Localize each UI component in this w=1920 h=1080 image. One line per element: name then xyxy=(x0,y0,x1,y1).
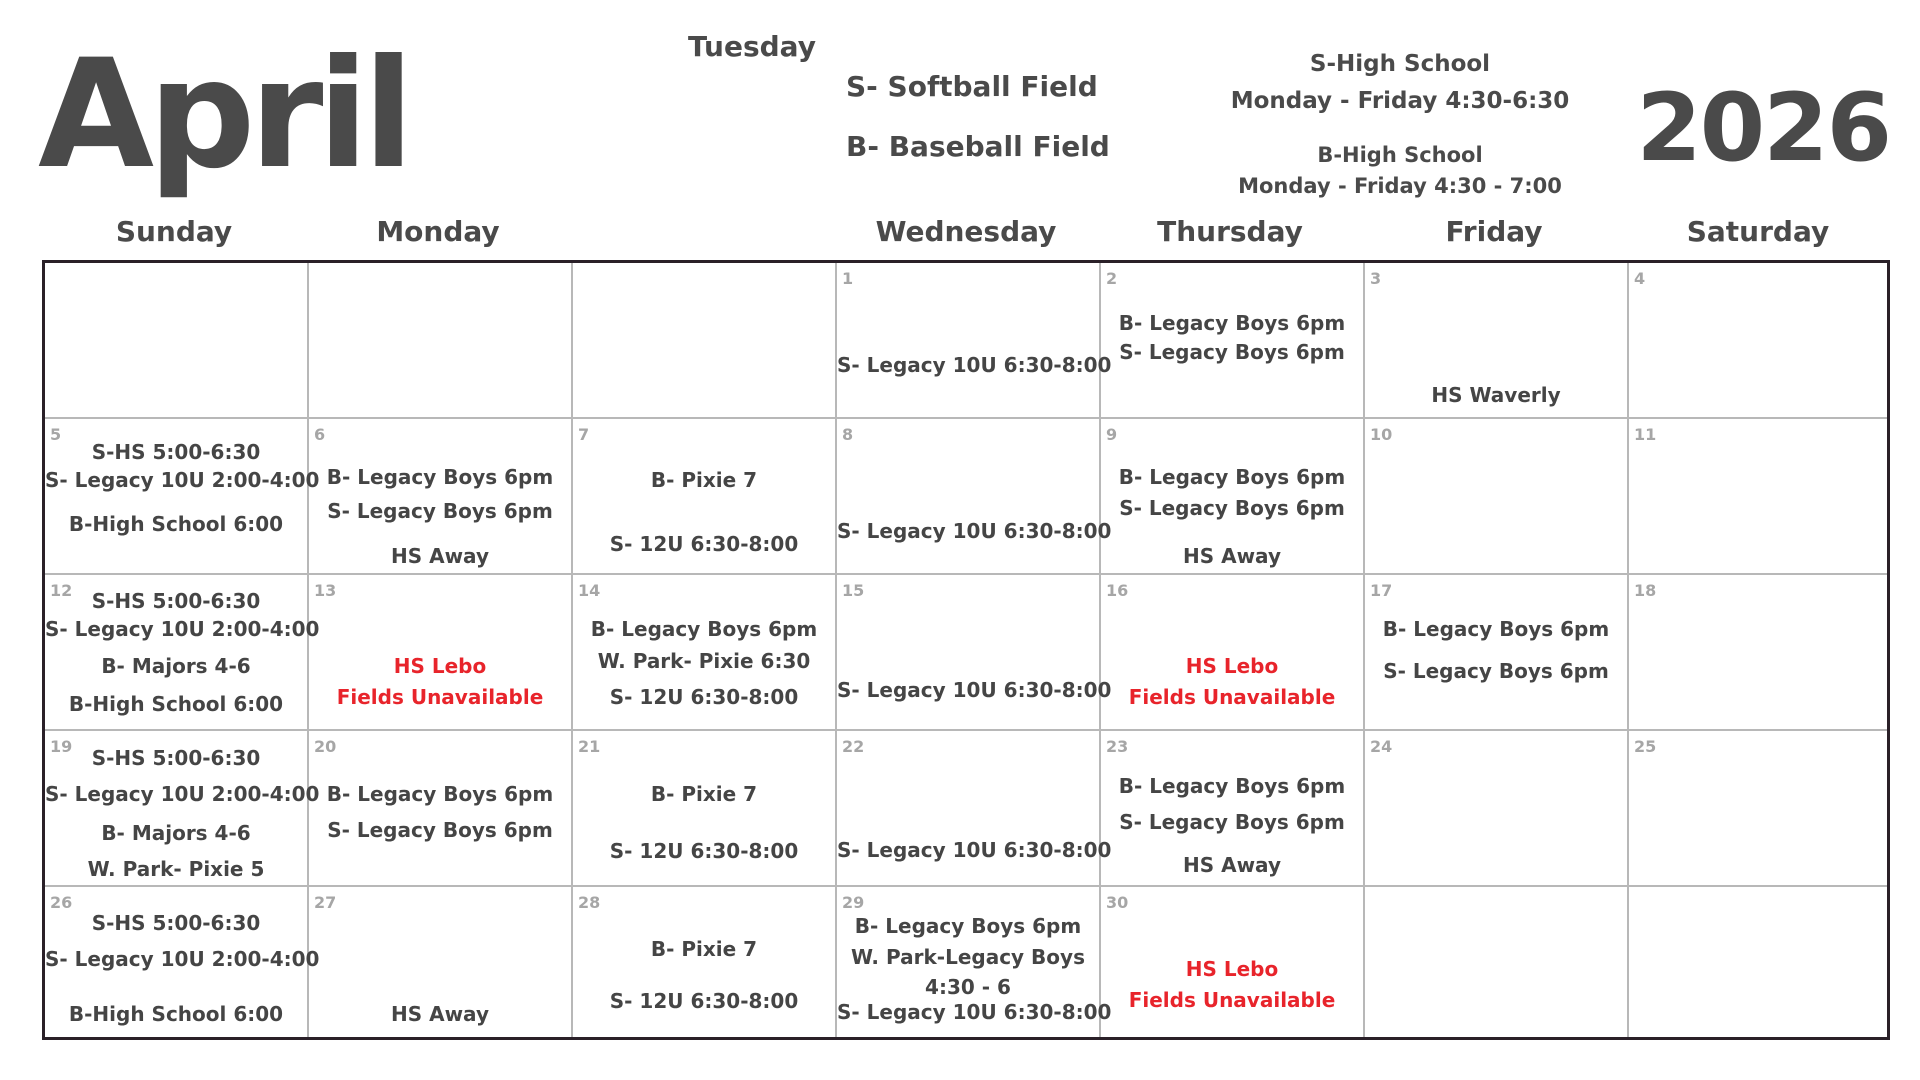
event-entry: S- Legacy 10U 2:00-4:00 xyxy=(45,947,320,971)
day-number: 18 xyxy=(1634,581,1657,600)
event-entry: S- 12U 6:30-8:00 xyxy=(609,685,799,709)
event-entry: B- Majors 4-6 xyxy=(101,821,251,845)
calendar-cell xyxy=(837,887,1112,1037)
calendar-cell xyxy=(45,419,320,575)
calendar-cell xyxy=(573,575,837,731)
calendar-cell xyxy=(1629,731,1887,887)
calendar-cell xyxy=(1629,419,1887,575)
event-entry: S- Legacy 10U 6:30-8:00 xyxy=(837,1000,1112,1024)
softball-hours xyxy=(1190,50,1610,116)
day-number: 3 xyxy=(1370,269,1382,288)
event-alert: HS Lebo xyxy=(393,654,487,678)
day-number: 15 xyxy=(842,581,865,600)
calendar-cell xyxy=(45,263,309,419)
day-number: 10 xyxy=(1370,425,1393,444)
calendar-cell xyxy=(45,575,320,731)
calendar-cell xyxy=(1365,887,1629,1037)
calendar-cell xyxy=(837,419,1112,575)
day-number: 9 xyxy=(1106,425,1118,444)
calendar-cell xyxy=(573,887,837,1037)
day-number: 24 xyxy=(1370,737,1393,756)
day-number: 23 xyxy=(1106,737,1129,756)
day-number: 7 xyxy=(578,425,590,444)
event-entry: B- Legacy Boys 6pm xyxy=(1118,465,1346,489)
event-entry: S- Legacy Boys 6pm xyxy=(1119,810,1345,834)
calendar-cell xyxy=(1629,887,1887,1037)
baseball-hours xyxy=(1190,142,1610,200)
event-entry: B-High School 6:00 xyxy=(68,692,284,716)
weekday-wednesday: Wednesday xyxy=(875,215,1057,248)
event-entry: 4:30 - 6 xyxy=(925,975,1011,999)
calendar-cell xyxy=(309,575,573,731)
calendar-cell xyxy=(837,575,1112,731)
calendar-cell xyxy=(1365,575,1629,731)
event-entry: B- Pixie 7 xyxy=(650,468,758,492)
calendar-cell xyxy=(309,263,573,419)
event-entry: B-High School 6:00 xyxy=(68,512,284,536)
event-entry: S- 12U 6:30-8:00 xyxy=(609,989,799,1013)
event-entry: B- Legacy Boys 6pm xyxy=(590,617,818,641)
event-entry: S- Legacy Boys 6pm xyxy=(1119,340,1345,364)
calendar-cell xyxy=(1101,575,1365,731)
softball-hours-title: S-High School xyxy=(1309,51,1491,77)
year-title: 2026 xyxy=(1636,74,1890,183)
event-entry: B- Legacy Boys 6pm xyxy=(854,914,1082,938)
day-number: 29 xyxy=(842,893,865,912)
event-alert: Fields Unavailable xyxy=(1128,988,1336,1012)
event-entry: S- Legacy 10U 2:00-4:00 xyxy=(45,782,320,806)
calendar-cell xyxy=(573,731,837,887)
event-entry: W. Park-Legacy Boys xyxy=(851,945,1085,969)
calendar-cell xyxy=(1101,887,1365,1037)
weekday-friday: Friday xyxy=(1445,215,1543,248)
day-number: 6 xyxy=(314,425,326,444)
calendar-cell xyxy=(45,887,320,1037)
legend-baseball: B- Baseball Field xyxy=(846,130,1110,163)
event-entry: HS Away xyxy=(391,1002,489,1026)
event-entry: S- Legacy Boys 6pm xyxy=(1119,496,1345,520)
event-entry: B- Legacy Boys 6pm xyxy=(1118,311,1346,335)
day-number: 28 xyxy=(578,893,601,912)
day-number: 5 xyxy=(50,425,62,444)
calendar-cell xyxy=(45,731,320,887)
event-entry: B- Legacy Boys 6pm xyxy=(326,465,554,489)
event-entry: B- Legacy Boys 6pm xyxy=(1382,617,1610,641)
softball-hours-days: Monday - Friday 4:30-6:30 xyxy=(1230,87,1570,114)
event-alert: Fields Unavailable xyxy=(336,685,544,709)
day-number: 14 xyxy=(578,581,601,600)
event-entry: S- Legacy 10U 6:30-8:00 xyxy=(837,678,1112,702)
event-entry: S-HS 5:00-6:30 xyxy=(91,440,261,464)
calendar-cell xyxy=(1629,575,1887,731)
event-entry: S- Legacy Boys 6pm xyxy=(327,818,553,842)
day-number: 12 xyxy=(50,581,73,600)
event-entry: HS Away xyxy=(1183,853,1281,877)
event-entry: S- Legacy 10U 2:00-4:00 xyxy=(45,468,320,492)
calendar-cell xyxy=(573,419,837,575)
day-number: 30 xyxy=(1106,893,1129,912)
event-alert: Fields Unavailable xyxy=(1128,685,1336,709)
calendar-cell xyxy=(837,731,1112,887)
event-entry: S- Legacy Boys 6pm xyxy=(327,499,553,523)
day-number: 20 xyxy=(314,737,337,756)
event-entry: B- Majors 4-6 xyxy=(101,654,251,678)
event-entry: HS Waverly xyxy=(1431,383,1561,407)
calendar-cell xyxy=(1101,419,1365,575)
calendar-cell xyxy=(1101,263,1365,419)
event-entry: S-HS 5:00-6:30 xyxy=(91,746,261,770)
day-number: 2 xyxy=(1106,269,1118,288)
weekday-saturday: Saturday xyxy=(1686,215,1830,248)
event-entry: S- Legacy 10U 2:00-4:00 xyxy=(45,617,320,641)
baseball-hours-days: Monday - Friday 4:30 - 7:00 xyxy=(1238,174,1562,199)
event-entry: B-High School 6:00 xyxy=(68,1002,284,1026)
calendar-cell xyxy=(1629,263,1887,419)
day-number: 8 xyxy=(842,425,854,444)
baseball-hours-title: B-High School xyxy=(1317,143,1483,167)
event-entry: S- Legacy 10U 6:30-8:00 xyxy=(837,838,1112,862)
event-alert: HS Lebo xyxy=(1185,957,1279,981)
day-number: 25 xyxy=(1634,737,1657,756)
event-entry: S-HS 5:00-6:30 xyxy=(91,589,261,613)
calendar-cell xyxy=(573,263,837,419)
event-entry: S-HS 5:00-6:30 xyxy=(91,911,261,935)
event-entry: HS Away xyxy=(1183,544,1281,568)
day-number: 1 xyxy=(842,269,854,288)
event-entry: HS Away xyxy=(391,544,489,568)
legend-softball: S- Softball Field xyxy=(846,70,1098,103)
calendar-cell xyxy=(1365,731,1629,887)
calendar-cell xyxy=(309,419,573,575)
day-number: 27 xyxy=(314,893,337,912)
calendar-grid xyxy=(42,260,1890,1040)
weekday-sunday: Sunday xyxy=(115,215,233,248)
calendar-cell xyxy=(837,263,1112,419)
day-number: 22 xyxy=(842,737,865,756)
event-entry: B- Legacy Boys 6pm xyxy=(326,782,554,806)
event-entry: S- Legacy 10U 6:30-8:00 xyxy=(837,519,1112,543)
calendar-cell xyxy=(309,731,573,887)
calendar-cell xyxy=(1365,263,1629,419)
day-number: 11 xyxy=(1634,425,1657,444)
event-entry: B- Legacy Boys 6pm xyxy=(1118,774,1346,798)
weekday-monday: Monday xyxy=(376,215,500,248)
weekday-thursday: Thursday xyxy=(1157,215,1303,248)
day-number: 21 xyxy=(578,737,601,756)
calendar-cell xyxy=(309,887,573,1037)
calendar-cell xyxy=(1365,419,1629,575)
event-entry: B- Pixie 7 xyxy=(650,782,758,806)
month-title: April xyxy=(38,28,409,202)
day-number: 17 xyxy=(1370,581,1393,600)
event-entry: S- Legacy 10U 6:30-8:00 xyxy=(837,353,1112,377)
event-entry: B- Pixie 7 xyxy=(650,937,758,961)
weekday-tuesday: Tuesday xyxy=(688,30,816,63)
event-entry: S- 12U 6:30-8:00 xyxy=(609,839,799,863)
event-alert: HS Lebo xyxy=(1185,654,1279,678)
event-entry: W. Park- Pixie 5 xyxy=(87,857,265,881)
event-entry: S- 12U 6:30-8:00 xyxy=(609,532,799,556)
event-entry: W. Park- Pixie 6:30 xyxy=(597,649,811,673)
calendar-cell xyxy=(1101,731,1365,887)
day-number: 13 xyxy=(314,581,337,600)
day-number: 16 xyxy=(1106,581,1129,600)
event-entry: S- Legacy Boys 6pm xyxy=(1383,659,1609,683)
day-number: 4 xyxy=(1634,269,1646,288)
day-number: 26 xyxy=(50,893,73,912)
day-number: 19 xyxy=(50,737,73,756)
